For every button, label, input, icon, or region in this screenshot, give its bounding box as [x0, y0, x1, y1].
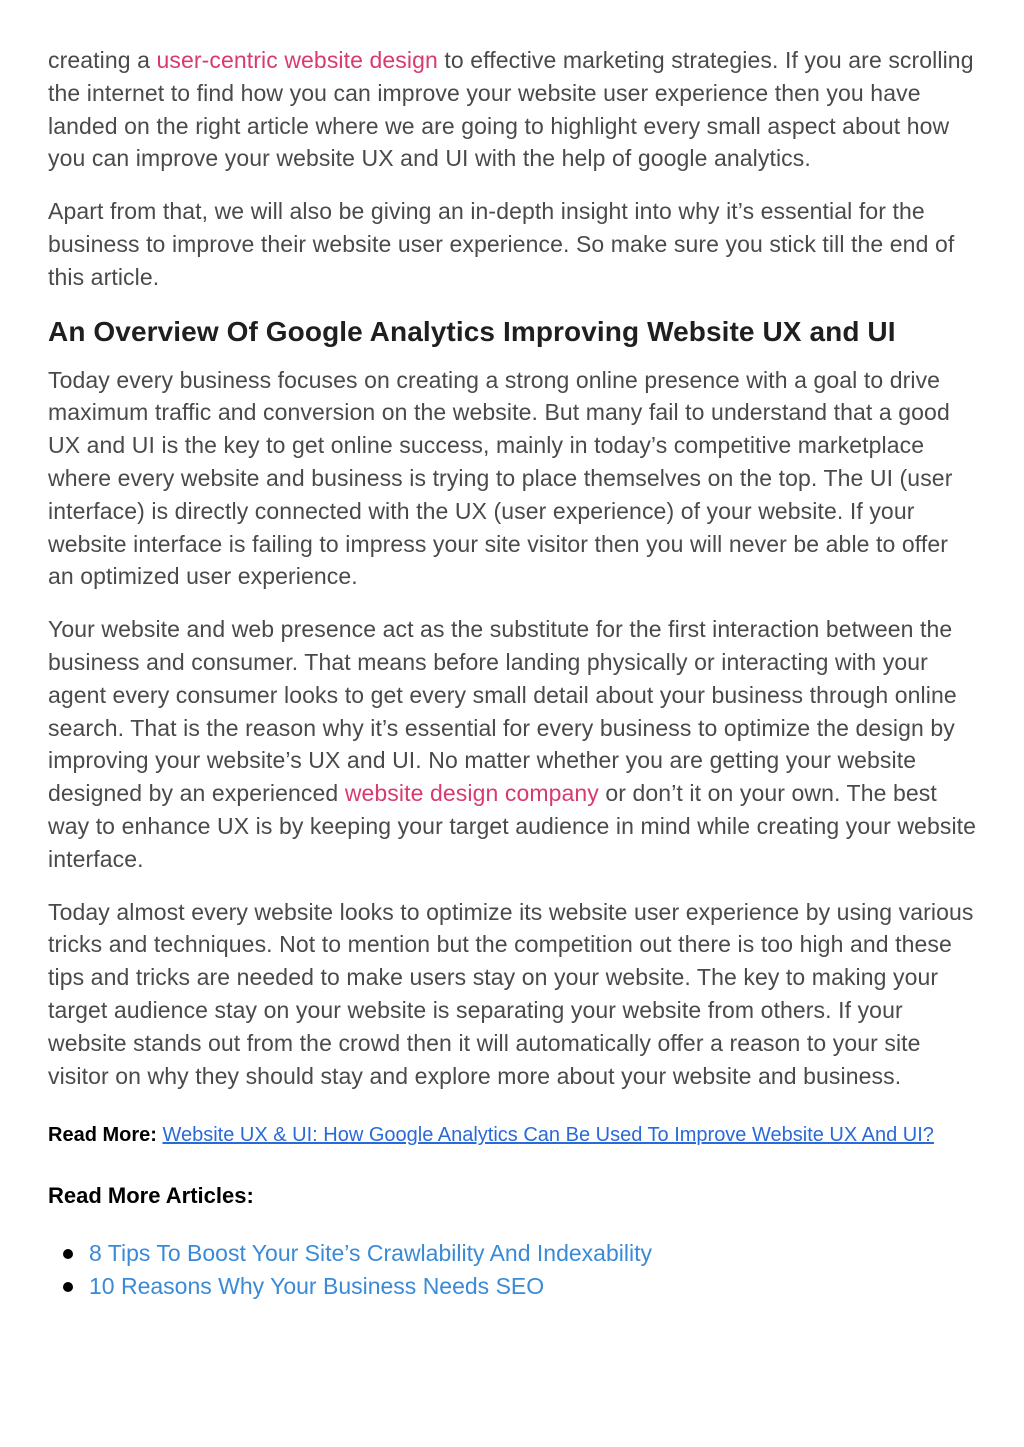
overview-paragraph-1: Today every business focuses on creating a strong online presence with a goal to drive maximum traffic and conversion on the website. But many fail to understand that a good UX and UI is the key to get online success, mainly in today’s competitive marketplace where every website and business is trying to place themselves on the top. The UI (user interface) is directly connected with the UX (user experience) of your website. If your website interface is failing to impress your site visitor then you will never be able to offer an optimized user experience.	[48, 366, 953, 590]
article-link-seo-reasons[interactable]: 10 Reasons Why Your Business Needs SEO	[89, 1272, 545, 1299]
overview-paragraph-2	[48, 613, 978, 875]
articles-list	[48, 1237, 978, 1302]
read-more-line	[48, 1120, 978, 1151]
read-more-label: Read More:	[48, 1124, 163, 1147]
article-body	[48, 44, 978, 1302]
intro-p1-after: to effective marketing strategies. If you are scrolling the internet to find how you can improve your website user experience then you have landed on the right article where we are going to highlight every small aspect about how you can improve your website UX and UI with the help of google analytics.	[48, 47, 974, 172]
read-more-link[interactable]: Website UX & UI: How Google Analytics Can Be Used To Improve Website UX And UI?	[162, 1124, 934, 1147]
list-item	[63, 1270, 978, 1303]
bullet-icon	[63, 1282, 73, 1292]
overview-p2-before: Your website and web presence act as the substitute for the first interaction between the business and consumer. That means before landing physically or interacting with your agent every consumer looks to get every small detail about your business through online search. That is the reason why it’s essential for every business to optimize the design by improving your website’s UX and UI. No matter whether you are getting your website designed by an experienced	[48, 616, 957, 807]
intro-paragraph-2: Apart from that, we will also be giving an in-depth insight into why it’s essential for the business to improve their website user experience. So make sure you stick till the end of this article.	[48, 198, 955, 290]
article-link-crawlability[interactable]: 8 Tips To Boost Your Site’s Crawlability And Indexability	[89, 1240, 652, 1267]
website-design-company-link[interactable]: website design company	[344, 780, 599, 807]
user-centric-design-link[interactable]: user-centric website design	[156, 47, 438, 73]
bullet-icon	[63, 1249, 73, 1259]
overview-paragraph-3: Today almost every website looks to optimize its website user experience by using various tricks and techniques. Not to mention but the competition out there is too high and these tips and tricks are needed to make users stay on your website. The key to making your target audience stay on your website is separating your website from others. If your website stands out from the crowd then it will automatically offer a reason to your site visitor on why they should stay and explore more about your website and business.	[48, 898, 974, 1089]
intro-paragraph-1	[48, 44, 978, 175]
overview-heading: An Overview Of Google Analytics Improving Website UX and UI	[48, 315, 896, 347]
intro-p1-before: creating a	[48, 47, 157, 73]
overview-p2-after: or don’t it on your own. The best way to enhance UX is by keeping your target audience in mind while creating your website interface.	[48, 780, 977, 872]
list-item	[63, 1237, 978, 1270]
read-more-articles-heading: Read More Articles:	[48, 1183, 254, 1209]
